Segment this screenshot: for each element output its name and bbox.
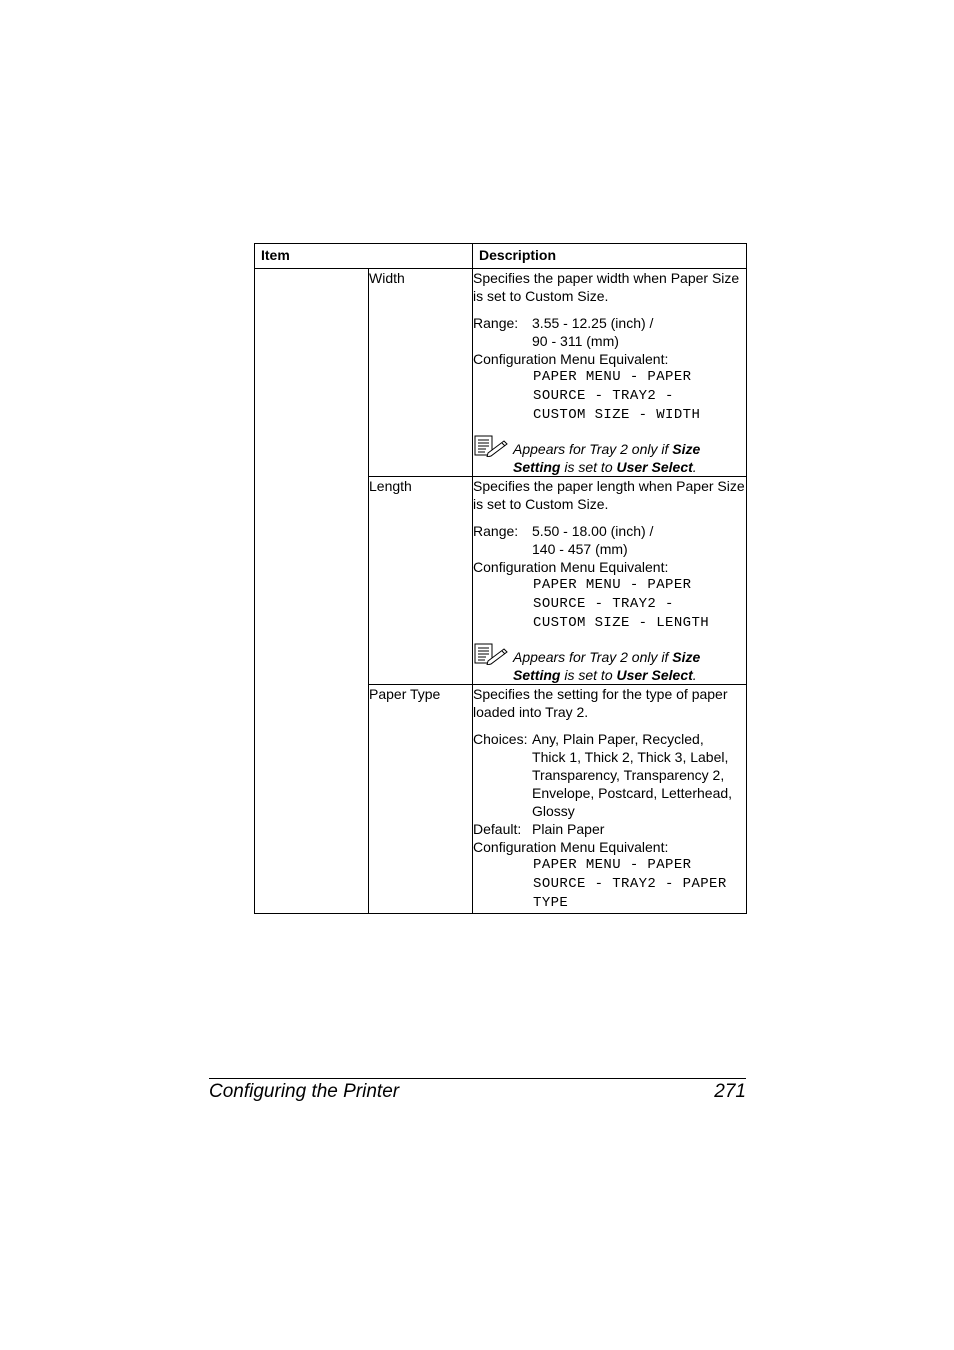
note-bold: User Select <box>616 459 693 475</box>
range-value: 3.55 - 12.25 (inch) / <box>532 315 654 331</box>
menu-path-line: PAPER MENU - PAPER <box>533 857 692 873</box>
item-paper-type: Paper Type <box>369 685 473 914</box>
config-label: Configuration Menu Equivalent: <box>473 351 669 367</box>
range-value: 5.50 - 18.00 (inch) / <box>532 523 654 539</box>
default-label: Default: <box>473 821 522 837</box>
menu-path-line: PAPER MENU - PAPER <box>533 369 692 385</box>
settings-table <box>254 243 747 914</box>
paper-type-desc: Specifies the setting for the type of paper loaded into Tray 2. <box>473 686 728 720</box>
range-value-mm: 140 - 457 (mm) <box>532 541 628 557</box>
note-text-part: . <box>692 667 697 683</box>
table-header-row <box>255 244 747 269</box>
note-bold: User Select <box>616 667 693 683</box>
header-item: Item <box>255 244 473 269</box>
note-text <box>513 643 746 684</box>
item-group-cell <box>255 269 369 914</box>
note-bold: Size Setting <box>513 441 701 475</box>
page-number: 271 <box>714 1081 746 1102</box>
menu-path-line: SOURCE - TRAY2 - <box>533 596 674 612</box>
length-range <box>473 522 746 540</box>
menu-path-line: PAPER MENU - PAPER <box>533 577 692 593</box>
choices-value: Envelope, Postcard, Letterhead, <box>532 785 733 801</box>
width-desc: Specifies the paper width when Paper Size is set to Custom Size. <box>473 270 740 304</box>
table-row <box>255 269 747 477</box>
note <box>473 435 746 476</box>
menu-path-line: SOURCE - TRAY2 - <box>533 388 674 404</box>
choices-label: Choices: <box>473 731 528 747</box>
choices <box>473 730 746 748</box>
note-text-part: is set to <box>560 459 617 475</box>
note-text-part: Appears for Tray 2 only if <box>513 649 673 665</box>
choices-value: Transparency, Transparency 2, <box>532 767 725 783</box>
range-value-mm: 90 - 311 (mm) <box>532 333 619 349</box>
default-value: Plain Paper <box>532 821 605 837</box>
menu-path-line: CUSTOM SIZE - LENGTH <box>533 615 710 631</box>
description-paper-type <box>473 685 747 914</box>
menu-path <box>473 368 746 425</box>
description-width <box>473 269 747 477</box>
footer-title: Configuring the Printer <box>209 1081 400 1102</box>
item-length: Length <box>369 477 473 685</box>
header-description: Description <box>473 244 747 269</box>
note-text-part: Appears for Tray 2 only if <box>513 441 673 457</box>
choices-value: Glossy <box>532 803 575 819</box>
width-range <box>473 314 746 332</box>
menu-path <box>473 856 746 913</box>
note-text <box>513 435 746 476</box>
footer-rule <box>209 1078 746 1079</box>
config-label: Configuration Menu Equivalent: <box>473 559 669 575</box>
menu-path <box>473 576 746 633</box>
menu-path-line: CUSTOM SIZE - WIDTH <box>533 407 701 423</box>
note <box>473 643 746 684</box>
config-label: Configuration Menu Equivalent: <box>473 839 669 855</box>
range-label: Range: <box>473 523 519 539</box>
item-width: Width <box>369 269 473 477</box>
note-text-part: . <box>692 459 697 475</box>
choices-value: Thick 1, Thick 2, Thick 3, Label, <box>532 749 729 765</box>
description-length <box>473 477 747 685</box>
range-label: Range: <box>473 315 519 331</box>
choices-value: Any, Plain Paper, Recycled, <box>532 731 704 747</box>
menu-path-line: TYPE <box>533 895 569 911</box>
default <box>473 820 746 838</box>
note-pencil-icon <box>473 643 513 667</box>
note-pencil-icon <box>473 435 513 459</box>
menu-path-line: SOURCE - TRAY2 - PAPER <box>533 876 727 892</box>
length-desc: Specifies the paper length when Paper Size is set to Custom Size. <box>473 478 745 512</box>
note-text-part: is set to <box>560 667 617 683</box>
note-bold: Size Setting <box>513 649 701 683</box>
